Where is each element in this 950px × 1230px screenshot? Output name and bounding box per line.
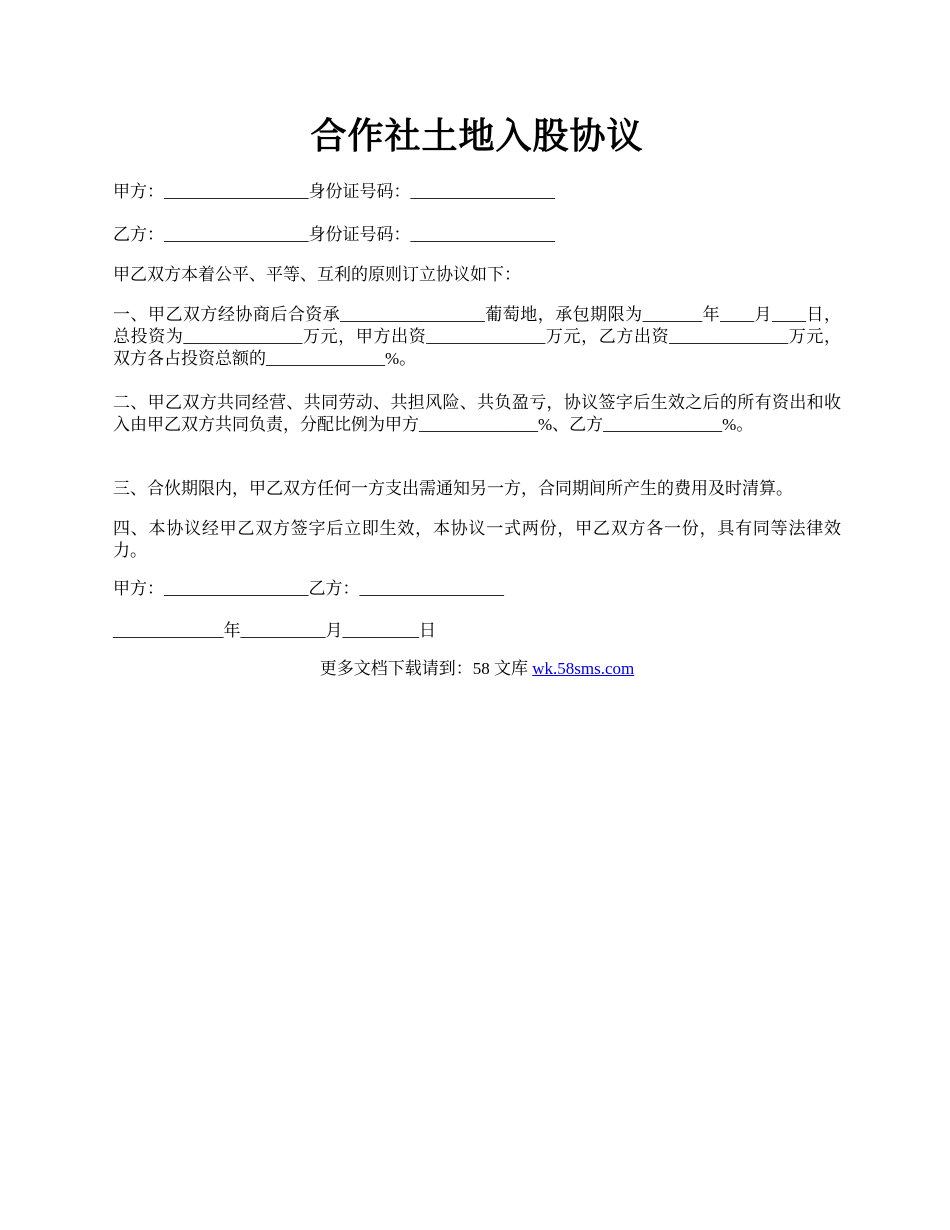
clause-1: 一、甲乙双方经协商后合资承_________________葡萄地，承包期限为_______年____月____日，总投资为______________万元，甲方出资______________万元，乙方出资______________万元，双方各占投资总额的______________%。: [113, 305, 841, 368]
footer-text: 更多文档下载请到：58 文库: [319, 659, 533, 678]
date-line: _____________年__________月_________日: [113, 621, 436, 640]
document-title: 合作社土地入股协议: [310, 116, 644, 156]
party-a-line: 甲方：_________________身份证号码：_________________: [113, 182, 555, 201]
signature-line: 甲方：_________________乙方：_________________: [113, 579, 504, 598]
clause-4: 四、本协议经甲乙双方签字后立即生效，本协议一式两份，甲乙双方各一份，具有同等法律效力。: [113, 519, 841, 560]
clause-3: 三、合伙期限内，甲乙双方任何一方支出需通知另一方，合同期间所产生的费用及时清算。: [113, 479, 793, 498]
intro-paragraph: 甲乙双方本着公平、平等、互利的原则订立协议如下：: [113, 265, 521, 284]
footer: [113, 658, 841, 680]
party-b-line: 乙方：_________________身份证号码：_________________: [113, 225, 555, 244]
footer-link[interactable]: wk.58sms.com: [532, 659, 635, 678]
clause-2: 二、甲乙双方共同经营、共同劳动、共担风险、共负盈亏，协议签字后生效之后的所有资出和收入由甲乙双方共同负责，分配比例为甲方______________%、乙方______________%。: [113, 393, 841, 434]
